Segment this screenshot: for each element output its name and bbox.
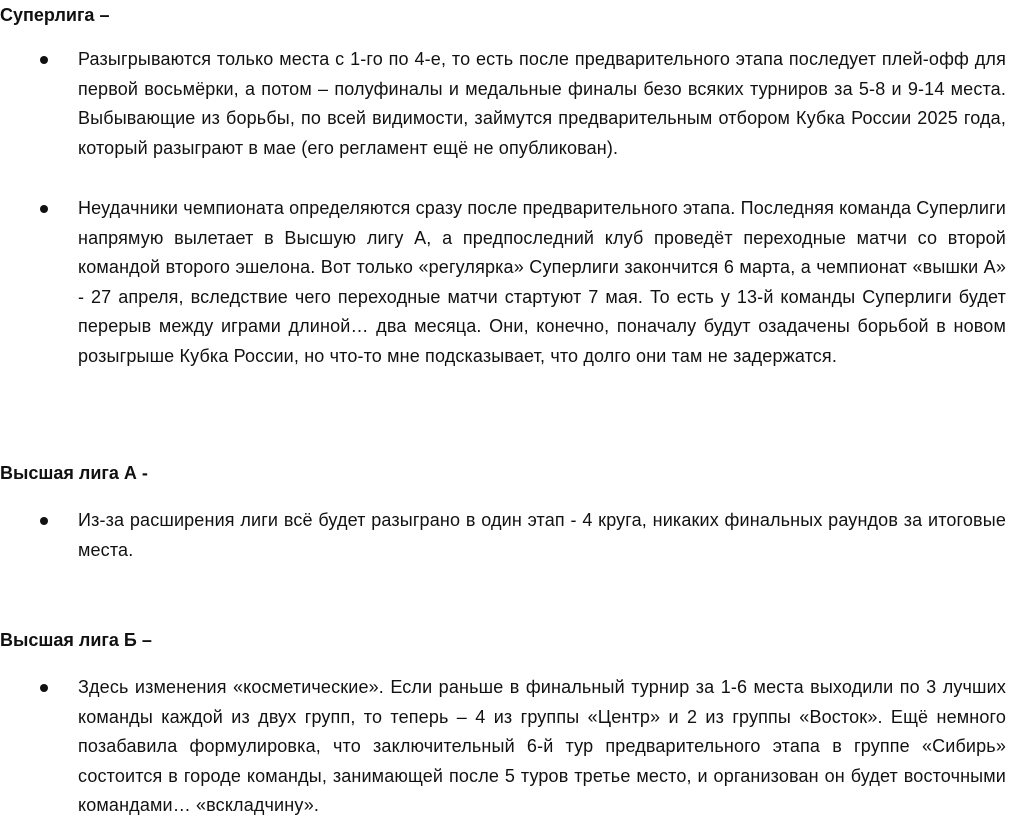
bullet-text: Здесь изменения «косметические». Если раньше в финальный турнир за 1-6 места выходили по 3 лучших команды каждой из двух групп, то теперь – 4 из группы «Центр» и 2 из группы «Восток». Ещё немного позабавила формулировка, что заключительный 6-й тур предварительного этапа в группе «Сибирь» состоится в городе команды, занимающей после 5 туров третье место, и организован он будет восточными командами… «вскладчину». <box>78 677 1006 815</box>
bullet-icon <box>40 56 48 64</box>
bullet-text: Из-за расширения лиги всё будет разыграно в один этап - 4 круга, никаких финальных раундов за итоговые места. <box>78 510 1006 560</box>
bullet-icon <box>40 205 48 213</box>
bullet-icon <box>40 684 48 692</box>
bullet-text: Разыгрываются только места с 1-го по 4-е, то есть после предварительного этапа последует плей-офф для первой восьмёрки, а потом – полуфиналы и медальные финалы безо всяких турниров за 5-8 и 9-14 места. Выбывающие из борьбы, по всей видимости, займутся предварительным отбором Кубка России 2025 года, который разыграют в мае (его регламент ещё не опубликован). <box>78 49 1006 158</box>
section-title-superliga: Суперлига – <box>0 5 110 25</box>
bullet-text: Неудачники чемпионата определяются сразу после предварительного этапа. Последняя команда Суперлиги напрямую вылетает в Высшую лигу А, а предпоследний клуб проведёт переходные матчи со второй командой второго эшелона. Вот только «регулярка» Суперлиги закончится 6 марта, а чемпионат «вышки А» - 27 апреля, вследствие чего переходные матчи стартуют 7 мая. То есть у 13-й команды Суперлиги будет перерыв между играми длиной… два месяца. Они, конечно, поначалу будут озадачены борьбой в новом розыгрыше Кубка России, но что-то мне подсказывает, что долго они там не задержатся. <box>78 198 1006 366</box>
section-title-vysshaya-liga-b: Высшая лига Б – <box>0 630 152 650</box>
bullet-icon <box>40 517 48 525</box>
section-title-vysshaya-liga-a: Высшая лига А - <box>0 463 148 483</box>
